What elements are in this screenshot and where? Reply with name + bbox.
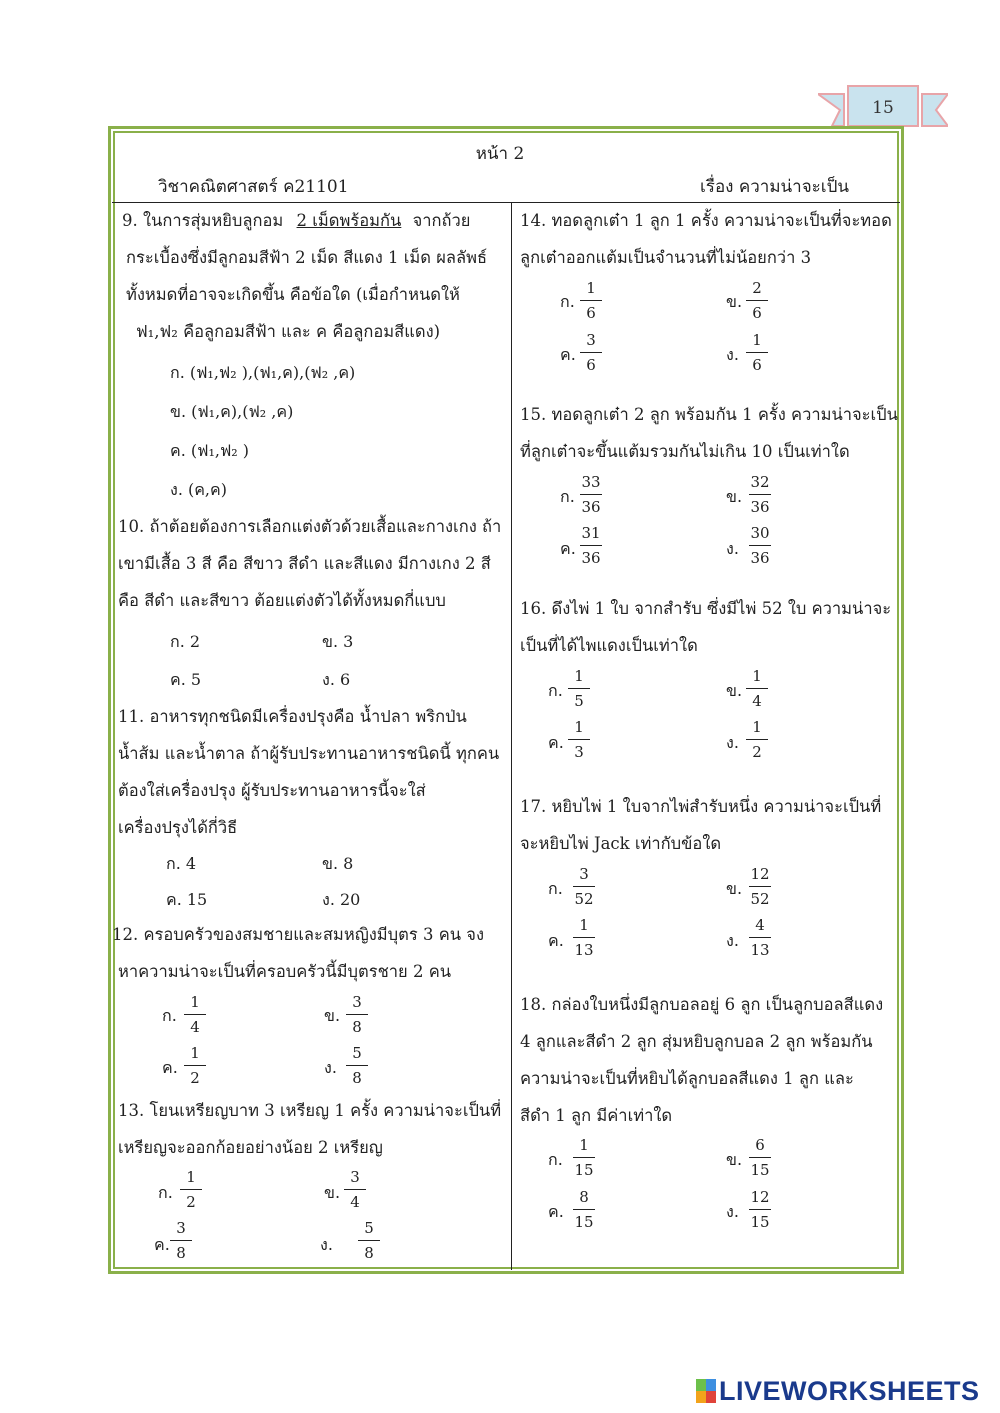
question-16-line: เป็นที่ได้ไพแดงเป็นเท่าใด [520,636,698,655]
fraction-bar [358,1240,380,1241]
numerator: 30 [750,524,770,542]
numerator: 1 [574,667,584,685]
numerator: 3 [176,1219,186,1237]
denominator: 2 [752,743,762,761]
denominator: 15 [574,1161,594,1179]
q14-option-a-fraction[interactable] [574,278,608,323]
q16-option-a-label[interactable]: ก. [548,681,563,700]
numerator: 5 [352,1044,362,1062]
q16-option-b-label[interactable]: ข. [726,681,743,700]
fraction-bar [746,688,768,689]
q13-option-c-label[interactable]: ค. [154,1235,170,1254]
fraction-bar [568,688,590,689]
fraction-bar [170,1240,192,1241]
question-14-line: 14. ทอดลูกเต๋า 1 ลูก 1 ครั้ง ความน่าจะเป็นที่จะทอด [520,211,892,230]
question-9-line: กระเบื้องซึ่งมีลูกอมสีฟ้า 2 เม็ด สีแดง 1 เม็ด ผลลัพธ์ [126,248,488,267]
question-18-line: 4 ลูกและสีดำ 2 ลูก สุ่มหยิบลูกบอล 2 ลูก พร้อมกัน [520,1032,873,1051]
q16-option-b-fraction[interactable] [740,666,774,711]
q13-option-a-label[interactable]: ก. [158,1183,173,1202]
question-9-emphasis: 2 เม็ดพร้อมกัน [296,211,402,230]
numerator: 33 [581,473,601,491]
fraction-bar [580,545,602,546]
question-12-line: หาความน่าจะเป็นที่ครอบครัวนี้มีบุตรชาย 2 คน [118,962,452,981]
fraction-bar [184,1065,206,1066]
numerator: 1 [752,331,762,349]
fraction-bar [580,494,602,495]
denominator: 2 [186,1193,196,1211]
q16-option-d-label[interactable]: ง. [726,733,739,752]
q11-option-a[interactable]: ก. 4 [166,854,197,873]
q16-option-d-fraction[interactable] [740,717,774,762]
denominator: 13 [750,941,770,959]
numerator: 12 [750,865,770,883]
question-9-text-a: 9. ในการสุ่มหยิบลูกอม [122,211,284,230]
denominator: 8 [352,1069,362,1087]
q16-option-c-fraction[interactable] [562,717,596,762]
q14-option-c-label[interactable]: ค. [560,345,576,364]
q15-option-a-fraction[interactable] [574,472,608,517]
denominator: 4 [350,1193,360,1211]
fraction-bar [573,937,595,938]
q10-option-d[interactable]: ง. 6 [322,670,351,689]
q12-option-b-label[interactable]: ข. [324,1006,341,1025]
question-11-line: 11. อาหารทุกชนิดมีเครื่องปรุงคือ น้ำปลา พริกป่น [118,707,467,726]
question-13-line: 13. โยนเหรียญบาท 3 เหรียญ 1 ครั้ง ความน่าจะเป็นที่ [118,1101,502,1120]
question-9 [118,202,487,350]
q13-option-d-fraction[interactable] [352,1218,386,1263]
question-17-line: จะหยิบไพ่ Jack เท่ากับข้อใด [520,834,722,853]
numerator: 1 [574,718,584,736]
q13-option-a-fraction[interactable] [174,1167,208,1212]
q9-option-a[interactable]: ก. (ฟ₁,ฟ₂ ),(ฟ₁,ค),(ฟ₂ ,ค) [170,363,356,382]
question-9-text-b: จากถ้วย [412,211,471,230]
denominator: 8 [352,1018,362,1036]
q18-option-b-fraction[interactable] [743,1135,777,1180]
question-11-line: น้ำส้ม และน้ำตาล ถ้าผู้รับประทานอาหารชนิดนี้ ทุกคน [118,744,500,763]
fraction-bar [580,300,602,301]
question-13-line: เหรียญจะออกก้อยอย่างน้อย 2 เหรียญ [118,1138,383,1157]
denominator: 4 [752,692,762,710]
question-14-line: ลูกเต๋าออกแต้มเป็นจำนวนที่ไม่น้อยกว่า 3 [520,248,812,267]
q17-option-d-fraction[interactable] [743,915,777,960]
denominator: 6 [752,356,762,374]
column-divider [511,202,512,1270]
question-14 [520,202,892,276]
question-18 [520,986,883,1134]
numerator: 32 [750,473,770,491]
numerator: 5 [364,1219,374,1237]
q17-option-c-fraction[interactable] [567,915,601,960]
q16-option-c-label[interactable]: ค. [548,733,564,752]
question-11 [118,698,499,846]
q17-option-a-label[interactable]: ก. [548,879,563,898]
denominator: 13 [574,941,594,959]
fraction-bar [568,739,590,740]
fraction-bar [746,352,768,353]
q15-option-d-fraction[interactable] [743,523,777,568]
header-subject: วิชาคณิตศาสตร์ ค21101 [158,177,349,197]
q17-option-b-label[interactable]: ข. [726,879,743,898]
numerator: 3 [586,331,596,349]
denominator: 36 [581,498,601,516]
q13-option-d-label[interactable]: ง. [320,1235,333,1254]
fraction-bar [749,886,771,887]
q16-option-a-fraction[interactable] [562,666,596,711]
header-topic: เรื่อง ความน่าจะเป็น [700,177,850,197]
question-11-line: เครื่องปรุงได้กี่วิธี [118,818,238,837]
q14-option-c-fraction[interactable] [574,330,608,375]
q12-option-a-fraction[interactable] [178,992,212,1037]
question-10-line: เขามีเสื้อ 3 สี คือ สีขาว สีดำ และสีแดง มีกางเกง 2 สี [118,554,491,573]
q18-option-a-fraction[interactable] [567,1135,601,1180]
q9-option-b[interactable]: ข. (ฟ₁,ค),(ฟ₂ ,ค) [170,402,294,421]
q18-option-c-label[interactable]: ค. [548,1202,564,1221]
question-13 [118,1092,501,1166]
numerator: 3 [350,1168,360,1186]
denominator: 15 [750,1161,770,1179]
fraction-bar [749,494,771,495]
denominator: 6 [586,304,596,322]
denominator: 4 [190,1018,200,1036]
q12-option-a-label[interactable]: ก. [162,1006,177,1025]
q12-option-d-label[interactable]: ง. [324,1058,337,1077]
q11-option-d[interactable]: ง. 20 [322,890,361,909]
numerator: 3 [352,993,362,1011]
question-15-line: ที่ลูกเต๋าจะขึ้นแต้มรวมกันไม่เกิน 10 เป็นเท่าใด [520,442,850,461]
fraction-bar [746,300,768,301]
q10-option-a[interactable]: ก. 2 [170,632,201,651]
numerator: 1 [579,1136,589,1154]
question-15 [520,396,898,470]
q9-option-c[interactable]: ค. (ฟ₁,ฟ₂ ) [170,441,250,460]
question-9-line: ฟ₁,ฟ₂ คือลูกอมสีฟ้า และ ค คือลูกอมสีแดง) [136,322,441,341]
q17-option-d-label[interactable]: ง. [726,931,739,950]
question-10 [118,508,501,619]
q12-option-d-fraction[interactable] [340,1043,374,1088]
fraction-bar [184,1014,206,1015]
q14-option-b-fraction[interactable] [740,278,774,323]
q14-option-d-label[interactable]: ง. [726,345,739,364]
fraction-bar [749,545,771,546]
fraction-bar [573,886,595,887]
q10-option-c[interactable]: ค. 5 [170,670,202,689]
q17-option-a-fraction[interactable] [567,864,601,909]
q17-option-b-fraction[interactable] [743,864,777,909]
numerator: 1 [752,718,762,736]
question-12-line: 12. ครอบครัวของสมชายและสมหญิงมีบุตร 3 คน จง [112,925,485,944]
denominator: 36 [750,549,770,567]
denominator: 5 [574,692,584,710]
q15-option-c-fraction[interactable] [574,523,608,568]
q13-option-b-label[interactable]: ข. [324,1183,341,1202]
q12-option-b-fraction[interactable] [340,992,374,1037]
fraction-bar [580,352,602,353]
fraction-bar [749,1157,771,1158]
fraction-bar [573,1157,595,1158]
question-18-line: ความน่าจะเป็นที่หยิบได้ลูกบอลสีแดง 1 ลูก และ [520,1069,854,1088]
q15-option-d-label[interactable]: ง. [726,539,739,558]
question-10-line: 10. ถ้าต้อยต้องการเลือกแต่งตัวด้วยเสื้อและกางเกง ถ้า [118,517,502,536]
numerator: 6 [755,1136,765,1154]
q18-option-c-fraction[interactable] [567,1187,601,1232]
numerator: 1 [579,916,589,934]
logo-text: LIVEWORKSHEETS [719,1375,980,1406]
denominator: 15 [574,1213,594,1231]
denominator: 36 [750,498,770,516]
q13-option-c-fraction[interactable] [164,1218,198,1263]
numerator: 1 [752,667,762,685]
numerator: 3 [579,865,589,883]
numerator: 4 [755,916,765,934]
q13-option-b-fraction[interactable] [338,1167,372,1212]
numerator: 12 [750,1188,770,1206]
numerator: 1 [190,1044,200,1062]
numerator: 1 [586,279,596,297]
q15-option-b-fraction[interactable] [743,472,777,517]
denominator: 8 [364,1244,374,1262]
q18-option-d-label[interactable]: ง. [726,1202,739,1221]
fraction-bar [749,1209,771,1210]
fraction-bar [746,739,768,740]
fraction-bar [180,1189,202,1190]
question-18-line: สีดำ 1 ลูก มีค่าเท่าใด [520,1106,673,1125]
fraction-bar [346,1065,368,1066]
q10-option-b[interactable]: ข. 3 [322,632,354,651]
question-18-line: 18. กล่องใบหนึ่งมีลูกบอลอยู่ 6 ลูก เป็นลูกบอลสีแดง [520,995,884,1014]
q12-option-c-label[interactable]: ค. [162,1058,178,1077]
q11-option-c[interactable]: ค. 15 [166,890,208,909]
denominator: 52 [750,890,770,908]
question-17-line: 17. หยิบไพ่ 1 ใบจากไพ่สำรับหนึ่ง ความน่าจะเป็นที่ [520,797,882,816]
denominator: 52 [574,890,594,908]
question-16-line: 16. ดึงไพ่ 1 ใบ จากสำรับ ซึ่งมีไพ่ 52 ใบ ความน่าจะ [520,599,892,618]
q15-option-b-label[interactable]: ข. [726,487,743,506]
q18-option-a-label[interactable]: ก. [548,1150,563,1169]
q18-option-b-label[interactable]: ข. [726,1150,743,1169]
fraction-bar [344,1189,366,1190]
denominator: 6 [752,304,762,322]
denominator: 8 [176,1244,186,1262]
question-12 [112,916,484,990]
liveworksheets-logo [696,1375,980,1407]
question-15-line: 15. ทอดลูกเต๋า 2 ลูก พร้อมกัน 1 ครั้ง ความน่าจะเป็น [520,405,898,424]
denominator: 2 [190,1069,200,1087]
q14-option-a-label[interactable]: ก. [560,292,575,311]
numerator: 8 [579,1188,589,1206]
numerator: 1 [186,1168,196,1186]
q18-option-d-fraction[interactable] [743,1187,777,1232]
q15-option-c-label[interactable]: ค. [560,539,576,558]
fraction-bar [346,1014,368,1015]
q12-option-c-fraction[interactable] [178,1043,212,1088]
q14-option-b-label[interactable]: ข. [726,292,743,311]
page-number: 15 [872,98,894,118]
logo-badge-icon [696,1379,716,1403]
denominator: 6 [586,356,596,374]
numerator: 1 [190,993,200,1011]
q17-option-c-label[interactable]: ค. [548,931,564,950]
question-10-line: คือ สีดำ และสีขาว ต้อยแต่งตัวได้ทั้งหมดกี่แบบ [118,591,446,610]
question-9-line: ทั้งหมดที่อาจจะเกิดขึ้น คือข้อใด (เมื่อกำหนดให้ [126,285,460,304]
q15-option-a-label[interactable]: ก. [560,487,575,506]
question-17 [520,788,881,862]
q11-option-b[interactable]: ข. 8 [322,854,354,873]
denominator: 36 [581,549,601,567]
numerator: 31 [581,524,601,542]
numerator: 2 [752,279,762,297]
fraction-bar [749,937,771,938]
header-page-label: หน้า 2 [475,144,525,164]
q9-option-d[interactable]: ง. (ค,ค) [170,480,227,499]
question-16 [520,590,891,664]
fraction-bar [573,1209,595,1210]
denominator: 15 [750,1213,770,1231]
denominator: 3 [574,743,584,761]
question-11-line: ต้องใส่เครื่องปรุง ผู้รับประทานอาหารนี้จะใส่ [118,781,426,800]
q14-option-d-fraction[interactable] [740,330,774,375]
